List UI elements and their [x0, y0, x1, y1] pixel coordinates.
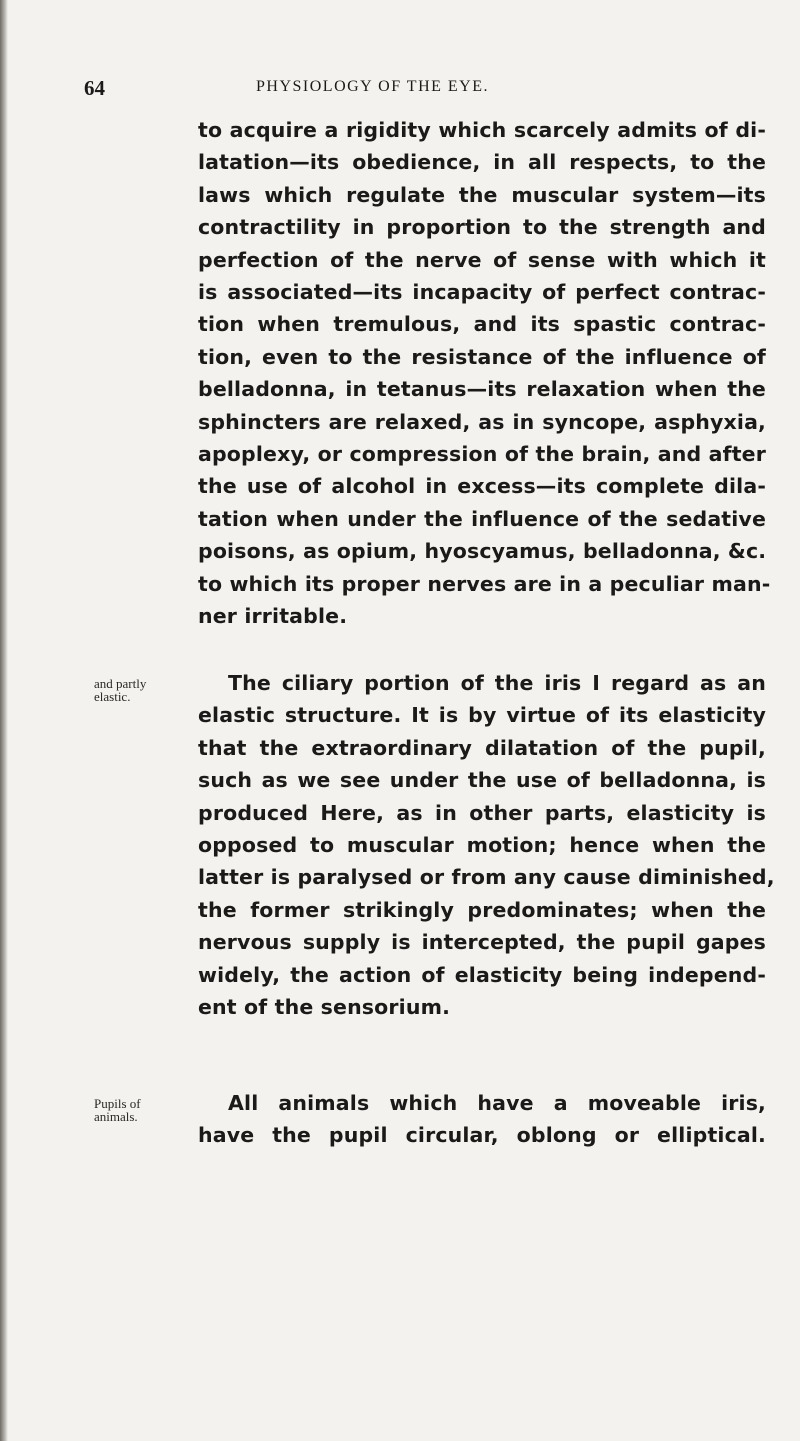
text-line: perfection of the nerve of sense with which it	[198, 247, 766, 272]
text-line: such as we see under the use of belladonna, is	[198, 768, 766, 793]
page-number: 64	[84, 76, 105, 100]
margin-note-line: Pupils of	[94, 1096, 141, 1111]
margin-note-elastic	[94, 677, 184, 703]
text-line: opposed to muscular motion; hence when the	[198, 833, 766, 858]
text-line: ner irritable.	[198, 604, 348, 629]
text-line: is associated—its incapacity of perfect contrac-	[198, 280, 766, 305]
text-line: widely, the action of elasticity being independ-	[198, 962, 766, 987]
text-line: poisons, as opium, hyoscyamus, belladonna, &c.	[198, 539, 767, 564]
text-line: tion when tremulous, and its spastic contrac-	[198, 312, 766, 337]
text-line: sphincters are relaxed, as in syncope, asphyxia,	[198, 409, 766, 434]
margin-note-pupils	[94, 1097, 184, 1123]
text-line: tation when under the influence of the sedative	[198, 506, 766, 531]
text-line: ent of the sensorium.	[198, 995, 451, 1020]
text-line: the use of alcohol in excess—its complete dila-	[198, 474, 766, 499]
text-line: belladonna, in tetanus—its relaxation when the	[198, 377, 766, 402]
text-line: apoplexy, or compression of the brain, and after	[198, 442, 766, 467]
text-line: produced Here, as in other parts, elasticity is	[198, 800, 766, 825]
margin-note-line: and partly	[94, 676, 147, 691]
paragraph-ciliary-elasticity	[198, 667, 775, 1023]
text-line: the former strikingly predominates; when the	[198, 897, 766, 922]
text-line: latation—its obedience, in all respects, to the	[198, 150, 766, 175]
page-binding-shadow	[0, 0, 8, 1441]
text-line: tion, even to the resistance of the influence of	[198, 344, 766, 369]
paragraph-animal-pupils	[198, 1087, 766, 1152]
margin-note-line: elastic.	[94, 689, 131, 704]
text-line: The ciliary portion of the iris I regard as an	[228, 671, 766, 695]
text-line: laws which regulate the muscular system—its	[198, 182, 766, 207]
text-line: latter is paralysed or from any cause diminished,	[198, 865, 775, 890]
text-line: to which its proper nerves are in a peculiar man-	[198, 571, 771, 596]
page-header	[0, 76, 800, 106]
running-head: PHYSIOLOGY OF THE EYE.	[256, 78, 489, 95]
text-line: nervous supply is intercepted, the pupil gapes	[198, 930, 766, 955]
text-line: have the pupil circular, oblong or elliptical.	[198, 1123, 766, 1148]
paragraph-iris-properties	[198, 114, 771, 633]
text-line: to acquire a rigidity which scarcely admits of di-	[198, 118, 766, 142]
text-line: that the extraordinary dilatation of the pupil,	[198, 735, 766, 760]
text-line: All animals which have a moveable iris,	[228, 1091, 766, 1115]
text-line: elastic structure. It is by virtue of its elasticity	[198, 703, 766, 728]
margin-note-line: animals.	[94, 1109, 138, 1124]
text-line: contractility in proportion to the strength and	[198, 215, 766, 240]
